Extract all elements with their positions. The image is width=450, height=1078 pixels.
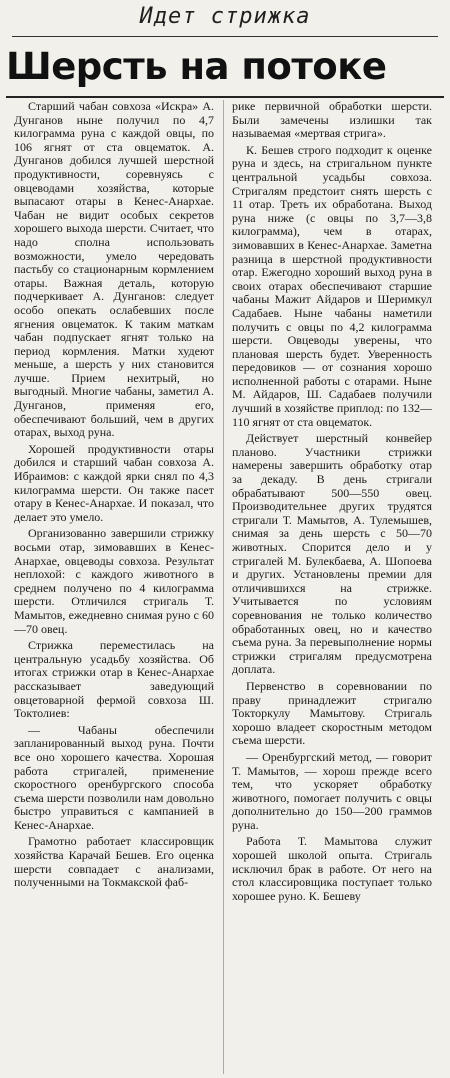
article-paragraph: Хорошей продуктивности отары добился и старший чабан совхоза А. Ибраимов: с каждой ярки снял по 4,3 килограмма шерсти. Он также пасет отару в Кенес-Анархае. И показал, что делает это умело.: [14, 441, 214, 524]
article-paragraph: К. Бешев строго подходит к оценке руна и здесь, на стригальном пункте центральной усадьбы совхоза. Стригалям предстоит снять шерсть с 11 отар. Треть их обработана. Выход руна ниже (с овцы по 3,7—3,8 килограмма), чем в отарах, зимовавших в Кенес-Анархае. Заметна разница в шерстной продуктивности отар. Ежегодно хороший выход руна в своих отарах обеспечивают старшие чабаны Мажит Айдаров и Шеримкул Садабаев. Ныне чабаны наметили получить с овцы по 4,2 килограмма шерсти. Овцеводы уверены, что плановая шерсть будет. Уверенность передовиков — от сознания хорошо исполненной работы с отарами. Ныне М. Айдаров, Ш. Садабаев получили лучший в хозяйстве приплод: по 132—110 ягнят от ста овцематок.: [232, 142, 432, 429]
article-paragraph: Работа Т. Мамытова служит хорошей школой опыта. Стригаль исключил брак в работе. От него на стол классировщика поступает только хорошее руно. К. Бешеву: [232, 834, 432, 903]
article-paragraph: — Оренбургский метод, — говорит Т. Мамытов, — хорош прежде всего тем, что ускоряет обработку животного, помогает получить с овцы дополнительно до 150—200 граммов руна.: [232, 749, 432, 832]
article-column-left: [14, 100, 214, 1074]
article-paragraph: Старший чабан совхоза «Искра» А. Дунганов ныне получил по 4,7 килограмма руна с каждой овцы, по 106 ягнят от ста овцематок. А. Дунганов добился лучшей шерстной продуктивности, соревнуясь с овцеводами хозяйства, которые выпасают отары в Кенес-Анархае. Чабан не видит особых секретов хорошего выхода шерсти. Считает, что надо сполна использовать возможности, умело чередовать пастьбу со стационарным кормлением отары. Важная деталь, которую подчеркивает А. Дунганов: следует особо опекать ослабевших после ягнения овцематок. К таким маткам чабан подпускает ягнят только на период кормления. Матки худеют меньше, а шерсть у них становится лучше. Прием нехитрый, но выгодный. Многие чабаны, заметил А. Дунганов, применяя его, обеспечивают больший, чем в других отарах, выход руна.: [14, 100, 214, 440]
headline-rule: [6, 96, 444, 98]
article-paragraph: рике первичной обработки шерсти. Были замечены излишки так называемая «мертвая стрига».: [232, 100, 432, 141]
article-paragraph: Стрижка переместилась на центральную усадьбу хозяйства. Об итогах стрижки отар в Кенес-Анархае рассказывает заведующий овцетоварной фермой совхоза Ш. Токтолиев:: [14, 638, 214, 721]
rubric-box: [12, 2, 438, 37]
article-paragraph: — Чабаны обеспечили запланированный выход руна. Почти все оно хорошего качества. Хорошая работа стригалей, применение скоростного оренбургского способа съема шерсти позволили нам довольно быстро управиться с кампанией в Кенес-Анархае.: [14, 722, 214, 832]
article-paragraph: Первенство в соревновании по праву принадлежит стригалю Токторкулу Мамытову. Стригаль хорошо владеет скоростным методом съема шерсти.: [232, 678, 432, 748]
article-paragraph: Организованно завершили стрижку восьми отар, зимовавших в Кенес-Анархае, овцеводы совхоза. Результат неплохой: с каждого животного в среднем получено по 4 килограмма шерсти. Отличился стригаль Т. Мамытов, ежедневно снимая руно с 60—70 овец.: [14, 526, 214, 636]
headline: Шерсть на потоке: [6, 45, 387, 88]
rubric: Идет стрижка: [139, 4, 311, 29]
article-column-right: [232, 100, 432, 1074]
column-divider: [223, 100, 224, 1074]
article-paragraph: Грамотно работает классировщик хозяйства Карачай Бешев. Его оценка шерсти совпадает с анализами, полученными на Токмакской фаб-: [14, 834, 214, 890]
article-paragraph: Действует шерстный конвейер планово. Участники стрижки намерены завершить обработку отар за декаду. В день стригали обрабатывают 500—550 овец. Производительнее других трудятся стригали Т. Мамытов, А. Тулемышев, снимая за день шерсть с 50—70 животных. Спорится дело и у стригалей М. Булекбаева, А. Шопоева и других. Установлены премии для отличившихся на стрижке. Учитывается по условиям соревнования не только количество обработанных овец, но и качество съема руна. За перевыполнение нормы стрижки стригалям предусмотрена доплата.: [232, 431, 432, 677]
